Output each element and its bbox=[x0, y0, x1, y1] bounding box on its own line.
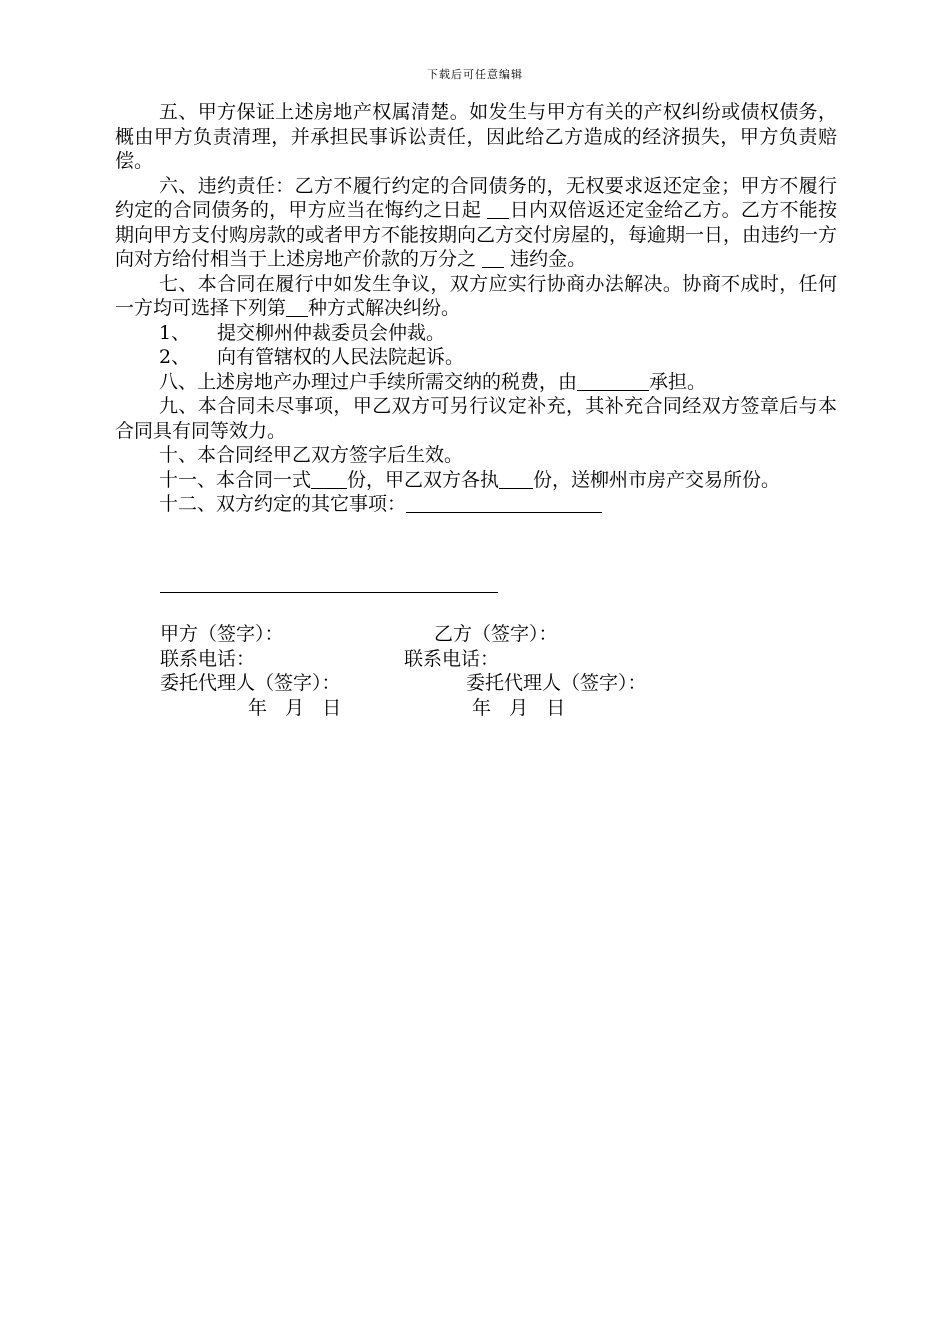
clause-6-part-a: 六、违约责任：乙方不履行约定的合同债务的，无权要求返还定金；甲方不履行约定的合同债务的，甲方应当在悔约之日起 bbox=[115, 174, 837, 221]
list-item-text: 向有管辖权的人民法院起诉。 bbox=[217, 346, 465, 368]
clause-6 bbox=[115, 174, 837, 272]
clause-7-part-b: 种方式解决纠纷。 bbox=[308, 297, 461, 319]
list-item-2 bbox=[115, 345, 837, 370]
date-row bbox=[160, 696, 760, 721]
clause-11-part-d: 份。 bbox=[742, 468, 781, 491]
party-a-phone: 联系电话： bbox=[160, 647, 256, 670]
clause-8 bbox=[115, 370, 837, 395]
blank-other-matters bbox=[406, 493, 602, 513]
clause-11-part-c: 份，送柳州市房产交易所 bbox=[533, 468, 743, 491]
list-item-number: 1、 bbox=[159, 321, 191, 344]
page-header: 下载后可任意编辑 bbox=[427, 68, 523, 81]
list-item-1 bbox=[115, 321, 837, 346]
list-item-text: 提交柳州仲裁委员会仲裁。 bbox=[217, 321, 446, 344]
list-item-number: 2、 bbox=[159, 346, 191, 368]
clause-11 bbox=[115, 468, 837, 493]
party-b-agent: 委托代理人（签字）： bbox=[466, 672, 647, 694]
party-b-signature: 乙方（签字）： bbox=[434, 623, 558, 645]
signature-block bbox=[160, 622, 760, 720]
clause-9: 九、本合同未尽事项，甲乙双方可另行议定补充，其补充合同经双方签章后与本合同具有同等效力。 bbox=[115, 395, 837, 442]
blank-copies-total bbox=[311, 469, 347, 489]
blank-tax-payer bbox=[577, 371, 649, 391]
party-b-date: 年 月 日 bbox=[472, 696, 566, 719]
clause-6-part-c: 违约金。 bbox=[510, 248, 587, 270]
clause-12 bbox=[115, 492, 837, 517]
clause-10: 十、本合同经甲乙双方签字后生效。 bbox=[159, 444, 464, 466]
party-a-agent: 委托代理人（签字）： bbox=[160, 672, 341, 694]
clause-8-part-b: 承担。 bbox=[649, 370, 707, 393]
blank-penalty-rate bbox=[482, 248, 504, 268]
clause-12-label: 十二、双方约定的其它事项： bbox=[159, 493, 407, 515]
clause-7 bbox=[115, 272, 837, 321]
party-b-phone: 联系电话： bbox=[404, 647, 500, 670]
blank-days bbox=[487, 199, 509, 219]
clause-8-part-a: 八、上述房地产办理过户手续所需交纳的税费，由 bbox=[159, 370, 578, 393]
agent-row bbox=[160, 671, 760, 696]
clause-5: 五、甲方保证上述房地产权属清楚。如发生与甲方有关的产权纠纷或债权债务，概由甲方负责清理，并承担民事诉讼责任，因此给乙方造成的经济损失，甲方负责赔偿。 bbox=[115, 101, 837, 172]
contract-body bbox=[115, 100, 837, 517]
clause-7-part-a: 七、本合同在履行中如发生争议，双方应实行协商办法解决。协商不成时，任何一方均可选择下列第 bbox=[115, 272, 837, 319]
phone-row bbox=[160, 647, 760, 672]
blank-copies-each bbox=[499, 469, 533, 489]
clause-11-part-a: 十一、本合同一式 bbox=[159, 468, 312, 491]
party-a-signature: 甲方（签字）： bbox=[160, 623, 284, 645]
blank-option bbox=[286, 297, 308, 317]
signature-row bbox=[160, 622, 760, 647]
clause-11-part-b: 份，甲乙双方各执 bbox=[347, 468, 500, 491]
party-a-date: 年 月 日 bbox=[248, 696, 342, 719]
clause-6-part-b: 日内双倍返还定金给乙方。乙方不能按期向甲方支付购房款的或者甲方不能按期向乙方交付房屋的，每逾期一日，由违约一方向对方给付相当于上述房地产价款的万分之 bbox=[115, 199, 838, 270]
blank-other-matters-line-2 bbox=[160, 592, 498, 593]
